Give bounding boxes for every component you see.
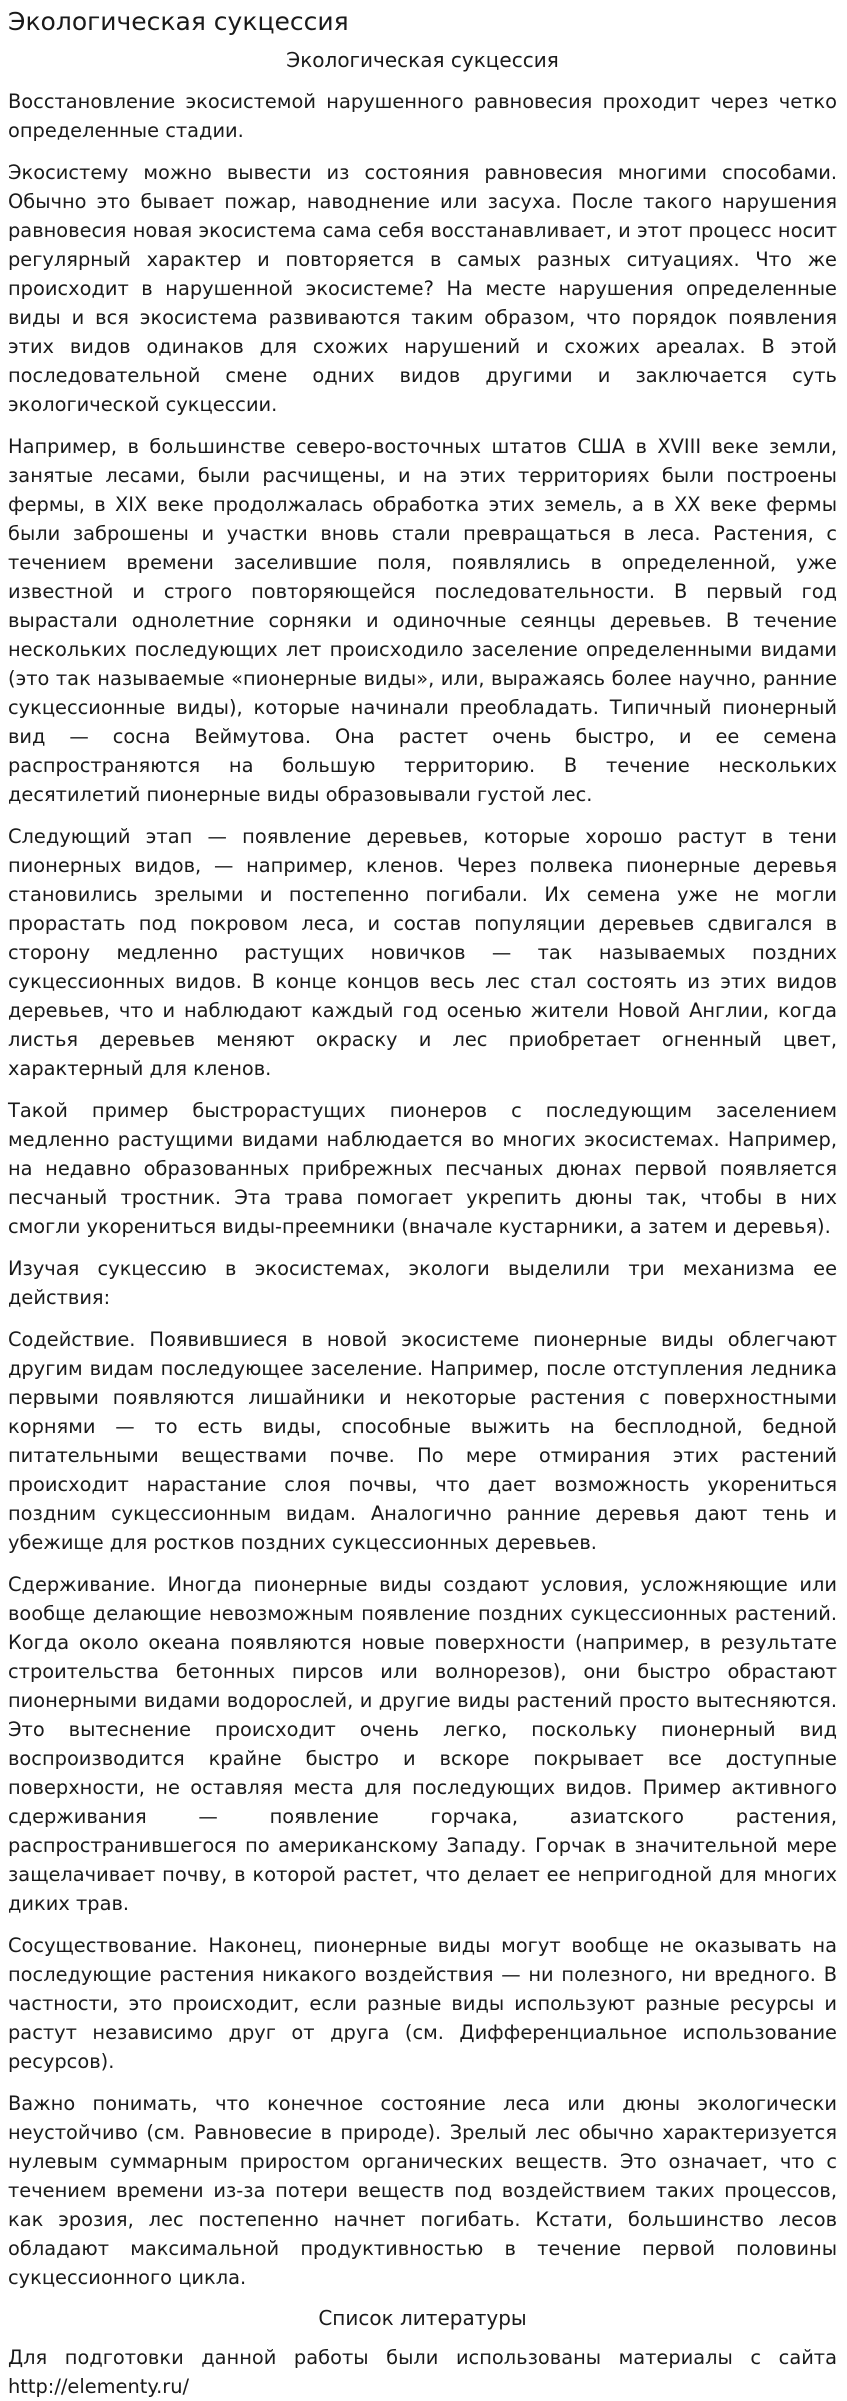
paragraph-facilitation: Содействие. Появившиеся в новой экосистеме пионерные виды облегчают другим видам последующее заселение. Например, после отступления ледника первыми появляются лишайники и некоторые растения с поверхностными корнями — то есть виды, способные выжить на бесплодной, бедной питательными веществами почве. По мере отмирания этих растений происходит нарастание слоя почвы, что дает возможность укорениться поздним сукцессионным видам. Аналогично ранние деревья дают тень и убежище для ростков поздних сукцессионных деревьев. (8, 1328, 837, 1555)
paragraph-intro: Восстановление экосистемой нарушенного равновесия проходит через четко определенные стадии. (8, 90, 837, 143)
paragraph-disturbance: Экосистему можно вывести из состояния равновесия многими способами. Обычно это бывает пожар, наводнение или засуха. После такого нарушения равновесия новая экосистема сама себя восстанавливает, и этот процесс носит регулярный характер и повторяется в самых разных ситуациях. Что же происходит в нарушенной экосистеме? На месте нарушения определенные виды и вся экосистема развиваются таким образом, что порядок появления этих видов одинаков для схожих нарушений и схожих ареалах. В этой последовательной смене одних видов другими и заключается суть экологической сукцессии. (8, 161, 837, 417)
document-title: Экологическая сукцессия (8, 7, 349, 36)
paragraph-next-stage: Следующий этап — появление деревьев, которые хорошо растут в тени пионерных видов, — например, кленов. Через полвека пионерные деревья становились зрелыми и постепенно погибали. Их семена уже не могли прорастать под покровом леса, и состав популяции деревьев сдвигался в сторону медленно растущих новичков — так называемых поздних сукцессионных видов. В конце концов весь лес стал состоять из этих видов деревьев, что и наблюдают каждый год осенью жители Новой Англии, когда листья деревьев меняют окраску и лес приобретает огненный цвет, характерный для кленов. (8, 825, 837, 1081)
paragraph-coexistence: Сосуществование. Наконец, пионерные виды могут вообще не оказывать на последующие растения никакого воздействия — ни полезного, ни вредного. В частности, это происходит, если разные виды используют разные ресурсы и растут независимо друг от друга (см. Дифференциальное использование ресурсов). (8, 1934, 837, 2074)
paragraph-conclusion: Важно понимать, что конечное состояние леса или дюны экологически неустойчиво (см. Равновесие в природе). Зрелый лес обычно характеризуется нулевым суммарным приростом органических веществ. Это означает, что с течением времени из-за потери веществ под воздействием таких процессов, как эрозия, лес постепенно начнет погибать. Кстати, большинство лесов обладают максимальной продуктивностью в течение первой половины сукцессионного цикла. (8, 2092, 837, 2290)
article-heading: Экологическая сукцессия (286, 48, 559, 73)
paragraph-inhibition: Сдерживание. Иногда пионерные виды создают условия, усложняющие или вообще делающие невозможным появление поздних сукцессионных растений. Когда около океана появляются новые поверхности (например, в результате строительства бетонных пирсов или волнорезов), они быстро обрастают пионерными видами водорослей, и другие виды растений просто вытесняются. Это вытеснение происходит очень легко, поскольку пионерный вид воспроизводится крайне быстро и вскоре покрывает все доступные поверхности, не оставляя места для последующих видов. Пример активного сдерживания — появление горчака, азиатского растения, распространившегося по американскому Западу. Горчак в значительной мере защелачивает почву, в которой растет, что делает ее непригодной для многих диких трав. (8, 1573, 837, 1916)
paragraph-mechanisms-intro: Изучая сукцессию в экосистемах, экологи выделили три механизма ее действия: (8, 1257, 837, 1310)
paragraph-example-new-england: Например, в большинстве северо-восточных штатов США в XVIII веке земли, занятые лесами, были расчищены, и на этих территориях были построены фермы, в XIX веке продолжалась обработка этих земель, а в XX веке фермы были заброшены и участки вновь стали превращаться в леса. Растения, с течением времени заселившие поля, появлялись в определенной, уже известной и строго повторяющейся последовательности. В первый год вырастали однолетние сорняки и одиночные сеянцы деревьев. В течение нескольких последующих лет происходило заселение определенными видами (это так называемые «пионерные виды», или, выражаясь более научно, ранние сукцессионные виды), которые начинали преобладать. Типичный пионерный вид — сосна Веймутова. Она растет очень быстро, и ее семена распространяются на большую территорию. В течение нескольких десятилетий пионерные виды образовывали густой лес. (8, 435, 837, 807)
paragraph-dunes: Такой пример быстрорастущих пионеров с последующим заселением медленно растущими видами наблюдается во многих экосистемах. Например, на недавно образованных прибрежных песчаных дюнах первой появляется песчаный тростник. Эта трава помогает укрепить дюны так, чтобы в них смогли укорениться виды-преемники (вначале кустарники, а затем и деревья). (8, 1099, 837, 1239)
bibliography-heading: Список литературы (318, 2306, 527, 2331)
bibliography-text: Для подготовки данной работы были использованы материалы с сайта http://elementy.ru/ (8, 2346, 837, 2399)
